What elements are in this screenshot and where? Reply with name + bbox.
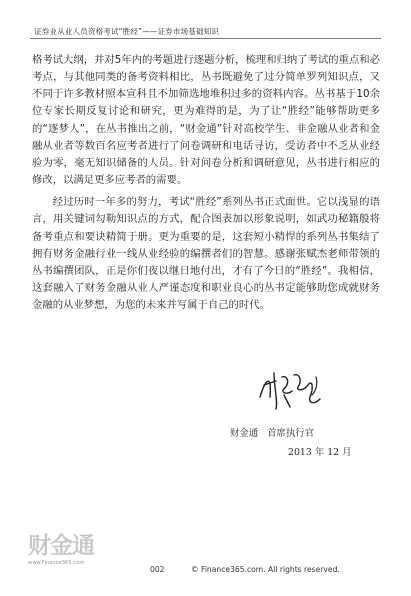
header-divider	[30, 38, 381, 39]
running-header: 证券业从业人员资格考试“胜经”——证券市场基础知识	[34, 27, 220, 36]
handwritten-signature	[254, 367, 326, 413]
signoff-org: 财金通	[230, 428, 259, 439]
brand-logo	[28, 535, 94, 566]
signoff-line	[230, 425, 314, 439]
logo-wordmark: 财金通	[28, 533, 94, 559]
signoff-title: 首席执行官	[267, 428, 314, 439]
page-number: 002	[150, 565, 165, 574]
paragraph-continued: 格考试大纲，并对5年内的考题进行逐题分析，梳理和归纳了考试的重点和必考点，与其他同类的备考资料相比，丛书既避免了过分简单罗列知识点，又不同于许多教材照本宣科且不加筛选地堆积过多的资料内容。丛书基于10余位专家长期反复讨论和研究，更为难得的是，为了让“胜经”能够帮助更多的“逐梦人”，在丛书推出之前，“财金通”针对高校学生、非金融从业者和金融从业者等数百名应考者进行了问卷调研和电话寻访，受访者中不乏从业经验为零，毫无知识储备的人员。针对问卷分析和调研意见，丛书进行相应的修改，以满足更多应考者的需要。	[32, 54, 380, 187]
signoff-date: 2013 年 12 月	[288, 447, 352, 458]
paragraph-closing: 经过历时一年多的努力，考试“胜经”系列丛书正式面世。它以浅显的语言，用关键词勾勒知识点的方式，配合图表加以形象说明，如武功秘籍般将备考重点和要诀精简于册。更为重要的是，这套短小精悍的系列丛书集结了拥有财务金融行业一线从业经验的编撰者们的智慧。感谢张赋杰老师带领的丛书编撰团队，正是你们夜以继日地付出，才有了今日的“胜经”。我相信，这套融入了财务金融从业人严谨态度和职业良心的丛书定能够助您成就财务金融的从业梦想，为您的未来并写属于自己的时代。	[32, 196, 380, 312]
copyright-notice: © Finance365.com. All rights reserved.	[191, 565, 340, 574]
preface-body	[32, 52, 380, 314]
logo-url: www.Finance365.com	[28, 560, 85, 566]
